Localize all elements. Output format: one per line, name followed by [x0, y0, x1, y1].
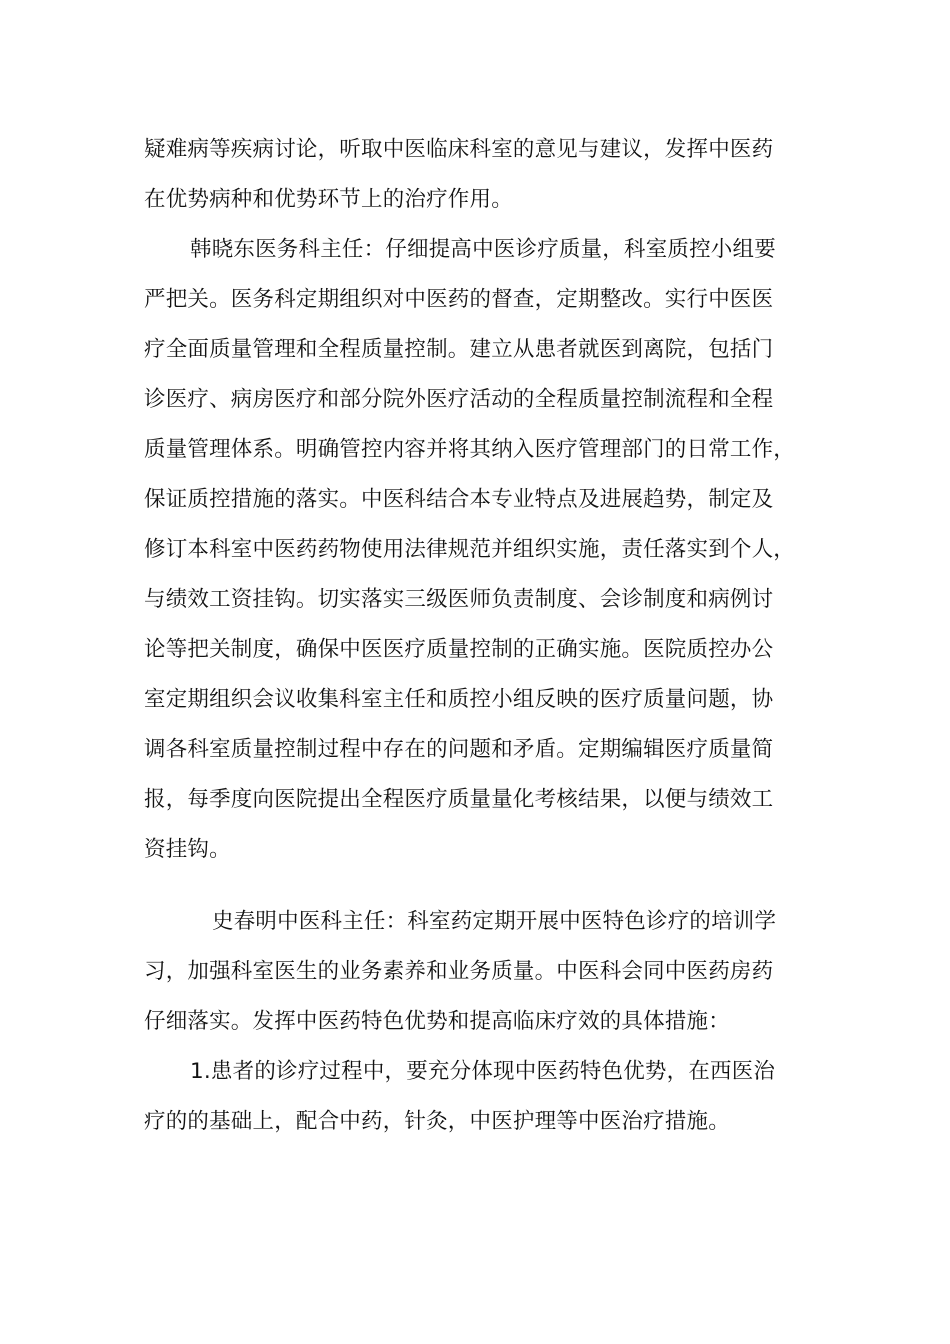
text-line: 严把关。医务科定期组织对中医药的督查，定期整改。实行中医医 [144, 287, 774, 312]
text-line: 疗的的基础上，配合中药，针灸，中医护理等中医治疗措施。 [144, 1109, 730, 1134]
text-line: 室定期组织会议收集科室主任和质控小组反映的医疗质量问题，协 [144, 687, 774, 712]
text-line: 修订本科室中医药药物使用法律规范并组织实施，责任落实到个人， [144, 537, 796, 562]
list-item-line: 1.患者的诊疗过程中，要充分体现中医药特色优势，在西医治 [190, 1059, 776, 1084]
text-line: 调各科室质量控制过程中存在的问题和矛盾。定期编辑医疗质量简 [144, 737, 774, 762]
text-line: 诊医疗、病房医疗和部分院外医疗活动的全程质量控制流程和全程 [144, 387, 774, 412]
text-line: 疗全面质量管理和全程质量控制。建立从患者就医到离院，包括门 [144, 337, 774, 362]
paragraph-start-line: 史春明中医科主任：科室药定期开展中医特色诊疗的培训学 [212, 909, 777, 934]
text-line: 与绩效工资挂钩。切实落实三级医师负责制度、会诊制度和病例讨 [144, 587, 774, 612]
text-line: 论等把关制度，确保中医医疗质量控制的正确实施。医院质控办公 [144, 637, 774, 662]
text-line: 报，每季度向医院提出全程医疗质量量化考核结果，以便与绩效工 [144, 787, 774, 812]
text-line: 疑难病等疾病讨论，听取中医临床科室的意见与建议，发挥中医药 [144, 137, 774, 162]
text-line: 资挂钩。 [144, 837, 231, 862]
text-line: 保证质控措施的落实。中医科结合本专业特点及进展趋势，制定及 [144, 487, 774, 512]
text-line: 习，加强科室医生的业务素养和业务质量。中医科会同中医药房药 [144, 959, 774, 984]
text-line: 仔细落实。发挥中医药特色优势和提高临床疗效的具体措施： [144, 1009, 730, 1034]
text-line: 质量管理体系。明确管控内容并将其纳入医疗管理部门的日常工作， [144, 437, 796, 462]
text-line: 在优势病种和优势环节上的治疗作用。 [144, 187, 513, 212]
paragraph-start-line: 韩晓东医务科主任：仔细提高中医诊疗质量，科室质控小组要 [190, 237, 776, 262]
